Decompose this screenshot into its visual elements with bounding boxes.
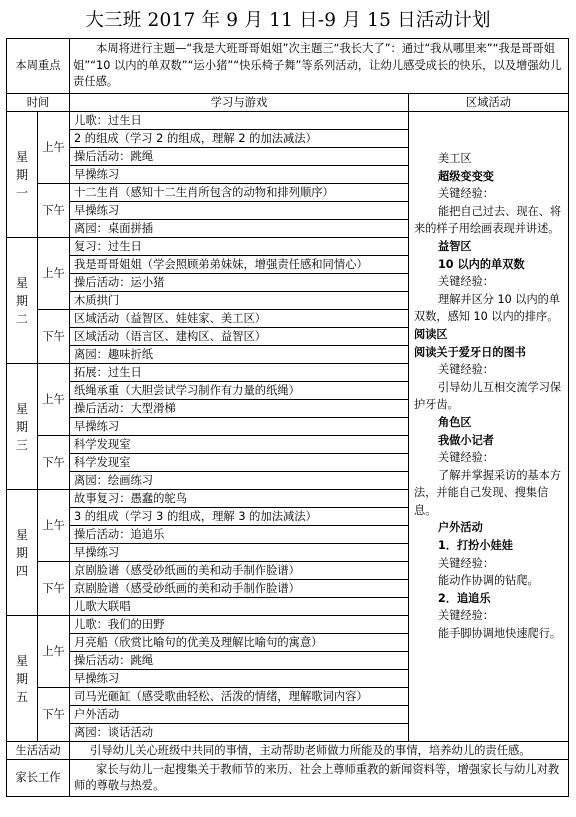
activity-cell: 科学发现室 bbox=[70, 454, 409, 472]
activity-cell: 操后活动：追追乐 bbox=[70, 526, 409, 544]
activity-cell: 户外活动 bbox=[70, 706, 409, 724]
region-reading-theme: 阅读关于爱牙日的图书 bbox=[414, 345, 526, 359]
activity-cell: 操后活动：跳绳 bbox=[70, 652, 409, 670]
activity-cell: 木质拱门 bbox=[70, 292, 409, 310]
region-outdoor-key1: 关键经验： bbox=[438, 556, 494, 570]
parent-text: 家长与幼儿一起搜集关于教师节的来历、社会上尊师重教的新闻资料等，增强家长与幼儿对教师的尊敬与热爱。 bbox=[70, 760, 569, 797]
activity-cell: 月亮船（欣赏比喻句的优美及理解比喻句的寓意） bbox=[70, 634, 409, 652]
header-activities: 学习与游戏 bbox=[70, 94, 409, 112]
activity-cell: 3 的组成（学习 3 的组成，理解 3 的加法减法） bbox=[70, 508, 409, 526]
region-outdoor-text2: 能手脚协调地快速爬行。 bbox=[438, 627, 562, 641]
activity-cell: 拓展：过生日 bbox=[70, 364, 409, 382]
activity-cell: 科学发现室 bbox=[70, 436, 409, 454]
region-outdoor-area: 户外活动 bbox=[438, 521, 483, 535]
page-title: 大三班 2017 年 9 月 11 日-9 月 15 日活动计划 bbox=[85, 10, 491, 31]
activity-cell: 京剧脸谱（感受砂纸画的美和动手制作脸谱） bbox=[70, 580, 409, 598]
activity-cell: 我是哥哥姐姐（学会照顾弟弟妹妹，增强责任感和同情心） bbox=[70, 256, 409, 274]
activity-cell: 早操练习 bbox=[70, 418, 409, 436]
afternoon-label: 下午 bbox=[38, 562, 70, 616]
activity-cell: 早操练习 bbox=[70, 544, 409, 562]
day-label: 星 期 三 bbox=[7, 364, 38, 490]
activity-cell: 离园：谈话活动 bbox=[70, 724, 409, 742]
life-text: 引导幼儿关心班级中共同的事情，主动帮助老师做力所能及的事情，培养幼儿的责任感。 bbox=[70, 742, 569, 760]
region-art-theme: 超级变变变 bbox=[438, 169, 494, 183]
region-reading-text: 引导幼儿互相交流学习保护牙齿。 bbox=[414, 380, 562, 412]
region-reading-area: 阅读区 bbox=[414, 327, 448, 341]
region-role-area: 角色区 bbox=[438, 415, 472, 429]
region-art-area: 美工区 bbox=[438, 152, 472, 165]
activity-cell: 早操练习 bbox=[70, 166, 409, 184]
activity-cell: 操后活动：大型滑梯 bbox=[70, 400, 409, 418]
activity-cell: 早操练习 bbox=[70, 202, 409, 220]
focus-text: 本周将进行主题—“我是大班哥哥姐姐”次主题三“我长大了”：通过“我从哪里来”“我是哥哥姐姐”“10 以内的单双数”“运小猪”“快乐椅子舞”等系列活动，让幼儿感受成长的快乐，以及增强幼儿责任感。 bbox=[70, 39, 569, 94]
life-label: 生活活动 bbox=[7, 742, 70, 760]
afternoon-label: 下午 bbox=[38, 436, 70, 490]
region-reading-key: 关键经验： bbox=[438, 363, 494, 377]
activity-cell: 离园：趣味折纸 bbox=[70, 346, 409, 364]
region-art-key: 关键经验： bbox=[438, 187, 494, 201]
afternoon-label: 下午 bbox=[38, 310, 70, 364]
region-math-key: 关键经验： bbox=[438, 275, 494, 289]
region-outdoor-item1: 1．打扮小娃娃 bbox=[438, 539, 513, 553]
morning-label: 上午 bbox=[38, 616, 70, 688]
afternoon-label: 下午 bbox=[38, 184, 70, 238]
morning-label: 上午 bbox=[38, 238, 70, 310]
parent-label: 家长工作 bbox=[7, 760, 70, 797]
activity-cell: 离园：桌面拼插 bbox=[70, 220, 409, 238]
day-label: 星 期 二 bbox=[7, 238, 38, 364]
focus-row bbox=[7, 39, 569, 94]
day-label: 星 期 四 bbox=[7, 490, 38, 616]
morning-label: 上午 bbox=[38, 490, 70, 562]
schedule-row bbox=[7, 112, 569, 130]
region-math-text: 理解并区分 10 以内的单双数，感知 10 以内的排序。 bbox=[414, 292, 561, 324]
activity-cell: 区域活动（益智区、娃娃家、美工区） bbox=[70, 310, 409, 328]
activity-cell: 司马光砸缸（感受歌曲轻松、活泼的情绪，理解歌词内容） bbox=[70, 688, 409, 706]
activity-cell: 儿歌大联唱 bbox=[70, 598, 409, 616]
region-math-area: 益智区 bbox=[438, 239, 472, 253]
activity-cell: 纸绳承重（大胆尝试学习制作有力量的纸绳） bbox=[70, 382, 409, 400]
region-role-key: 关键经验： bbox=[438, 451, 494, 465]
morning-label: 上午 bbox=[38, 364, 70, 436]
day-label: 星 期 五 bbox=[7, 616, 38, 742]
activity-cell: 京剧脸谱（感受砂纸画的美和动手制作脸谱） bbox=[70, 562, 409, 580]
region-role-theme: 我做小记者 bbox=[438, 433, 494, 447]
activity-cell: 早操练习 bbox=[70, 670, 409, 688]
header-row bbox=[7, 94, 569, 112]
activity-cell: 区域活动（语言区、建构区、益智区） bbox=[70, 328, 409, 346]
activity-cell: 2 的组成（学习 2 的组成，理解 2 的加法减法） bbox=[70, 130, 409, 148]
region-math-theme: 10 以内的单双数 bbox=[438, 257, 525, 271]
morning-label: 上午 bbox=[38, 112, 70, 184]
header-time: 时间 bbox=[7, 94, 70, 112]
day-label: 星 期 一 bbox=[7, 112, 38, 238]
activity-cell: 故事复习：愚蠢的鸵鸟 bbox=[70, 490, 409, 508]
region-outdoor-key2: 关键经验： bbox=[438, 609, 494, 623]
region-outdoor-item2: 2．追追乐 bbox=[438, 591, 491, 605]
activity-cell: 操后活动：运小猪 bbox=[70, 274, 409, 292]
afternoon-label: 下午 bbox=[38, 688, 70, 742]
region-role-text: 了解并掌握采访的基本方法，并能自己发现、搜集信息。 bbox=[414, 468, 562, 517]
activity-cell: 离园：绘画练习 bbox=[70, 472, 409, 490]
parent-row bbox=[7, 760, 569, 797]
region-art-text: 能把自己过去、现在、将来的样子用绘画表现并讲述。 bbox=[414, 204, 562, 236]
region-outdoor-text1: 能动作协调的钻爬。 bbox=[438, 574, 539, 588]
life-row bbox=[7, 742, 569, 760]
activity-cell: 儿歌：过生日 bbox=[70, 112, 409, 130]
activity-cell: 儿歌：我们的田野 bbox=[70, 616, 409, 634]
header-region: 区域活动 bbox=[409, 94, 569, 112]
plan-table bbox=[6, 38, 569, 797]
region-activities bbox=[409, 112, 569, 742]
activity-cell: 操后活动：跳绳 bbox=[70, 148, 409, 166]
activity-cell: 十二生肖（感知十二生肖所包含的动物和排列顺序） bbox=[70, 184, 409, 202]
activity-cell: 复习：过生日 bbox=[70, 238, 409, 256]
focus-label: 本周重点 bbox=[7, 39, 70, 94]
